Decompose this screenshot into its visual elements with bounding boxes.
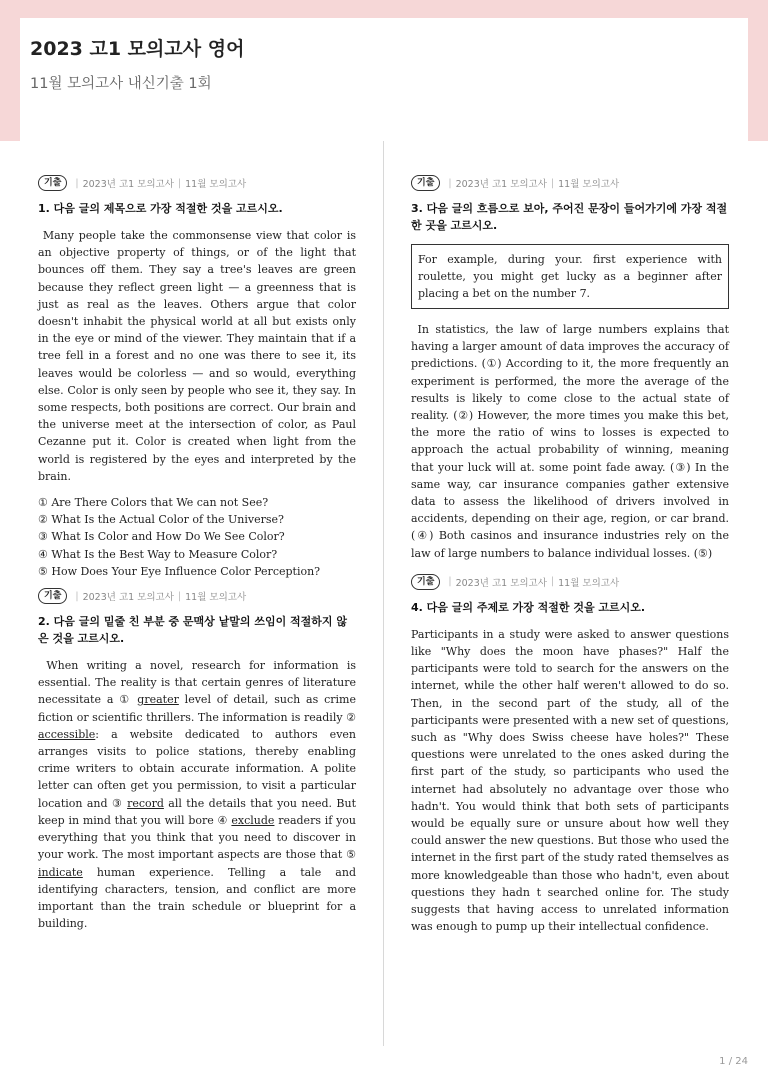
question-meta — [38, 588, 356, 604]
question-3-passage — [411, 321, 729, 562]
page-number: 1 / 24 — [719, 1056, 748, 1067]
question-2-title: 2. 다음 글의 밑줄 친 부분 중 문맥상 낱말의 쓰임이 적절하지 않은 것을 고르시오. — [38, 615, 347, 646]
passage-text: readers if you everything that you think that you need to discover in your work. The most important aspects are those that ⑤ — [38, 813, 357, 862]
meta-separator: | — [550, 177, 555, 189]
question-1-passage — [38, 227, 356, 485]
question-meta — [38, 175, 356, 191]
question-1-options — [38, 494, 356, 580]
source-badge: 기출 — [38, 175, 67, 191]
passage-text: all the details that you need. But keep in mind that you will bore ④ — [38, 796, 356, 827]
meta-separator: | — [177, 590, 182, 602]
meta-separator: | — [550, 576, 555, 588]
option-3: ③ What Is Color and How Do We See Color? — [38, 530, 285, 544]
meta-year: 2023년 고1 모의고사 — [455, 577, 547, 589]
passage-text: human experience. Telling a tale and identifying characters, tension, and conflict are more important than the train schedule or blueprint for a building. — [38, 865, 356, 931]
underlined-word-5: indicate — [38, 865, 83, 879]
meta-year: 2023년 고1 모의고사 — [82, 592, 174, 604]
question-4-passage: Participants in a study were asked to answer questions like "Why does the moon have phases?" Half the participants were told to search for the answers on the internet, while the other half weren't allowed to do so. Then, in the second part of the study, all of the participants were presented with a new set of questions, such as "Why does Swiss cheese have holes?" These questions were unrelated to the ones asked during the first part of the study, so participants who used the internet had absolutely no advantage over those who hadn't. You would think that both sets of participants would be equally sure or unsure about how well they could answer the new questions. But those who used the internet in the first part of the study rated themselves as more knowledgeable than those who hadn't, even about questions they hadn t searched online for. The study suggests that having access to unrelated information was enough to pump up their intellectual confidence. — [411, 627, 729, 934]
meta-separator: | — [448, 177, 452, 189]
underlined-word-3: record — [127, 796, 164, 810]
question-1-title: 1. 다음 글의 제목으로 가장 적절한 것을 고르시오. — [38, 202, 283, 215]
page-title: 2023 고1 모의고사 영어 — [30, 38, 245, 60]
question-meta — [411, 574, 729, 590]
meta-separator: | — [75, 590, 79, 602]
left-column — [38, 175, 356, 932]
passage-text: level of detail, such as crime fiction or scientific thrillers. The information is readily ② — [38, 693, 356, 724]
underlined-word-2: accessible — [38, 727, 96, 741]
question-2-passage — [38, 657, 356, 932]
column-divider — [383, 141, 384, 1046]
meta-month: 11월 모의고사 — [558, 577, 620, 589]
option-5: ⑤ How Does Your Eye Influence Color Perception? — [38, 564, 321, 578]
meta-month: 11월 모의고사 — [185, 179, 247, 190]
underlined-word-1: greater — [137, 693, 179, 707]
passage-text: : a website dedicated to authors even arranges visits to police stations, thereby enabling crime writers to obtain accurate information. A polite letter can often get you permission, to visit a particular location and ③ — [38, 727, 356, 810]
underlined-word-4: exclude — [231, 813, 275, 827]
passage-text: Many people take the commonsense view that color is an objective property of things, or of the light that bounces off them. They say a tree's leaves are green because they reflect green light — a greenness that is just as real as the leaves. Others argue that color doesn't inhabit the physical world at all but exists only in the eye or mind of the viewer. They maintain that if a tree fell in a forest and no one was there to see it, its leaves would be colorless — and so would, everything else. Color is only seen by people who see it, they say. In some respects, both positions are correct. Our brain and the universe meet at the intersection of color, as Paul Cezanne put it. Color is created when light from the world is registered by the eyes and interpreted by the brain. — [38, 229, 356, 483]
passage-text: When writing a novel, research for information is essential. The reality is that certain genres of literature necessitate a ① — [38, 659, 356, 707]
page-subtitle: 11월 모의고사 내신기출 1회 — [30, 76, 212, 92]
option-4: ④ What Is the Best Way to Measure Color? — [38, 547, 278, 561]
option-2: ② What Is the Actual Color of the Universe? — [38, 513, 284, 527]
meta-separator: | — [448, 576, 452, 588]
given-sentence-box: For example, during your. first experience with roulette, you might get lucky as a beginner after placing a bet on the number 7. — [411, 244, 729, 309]
meta-year: 2023년 고1 모의고사 — [82, 179, 174, 190]
source-badge: 기출 — [411, 175, 440, 191]
meta-year: 2023년 고1 모의고사 — [455, 179, 547, 190]
source-badge: 기출 — [411, 574, 440, 590]
meta-month: 11월 모의고사 — [185, 592, 247, 604]
source-badge: 기출 — [38, 588, 67, 604]
question-meta — [411, 175, 729, 191]
right-column — [411, 175, 729, 936]
meta-separator: | — [177, 177, 182, 189]
option-1: ① Are There Colors that We can not See? — [38, 496, 269, 510]
passage-text: In statistics, the law of large numbers explains that having a larger amount of data improves the accuracy of predictions. (①) According to it, the more frequently an experiment is performed, the more the average of the results is likely to come close to the actual state of reality. (②) However, the more times you make this bet, the more the ratio of wins to losses is expected to approach the actual probability of winning, meaning that your luck will at. some point fade away. (③) In the same way, car insurance companies gather extensive data to assess the likelihood of drivers involved in accidents, depending on their age, region, or car brand. (④) Both casinos and insurance industries rely on the law of large numbers to balance individual losses. (⑤) — [411, 323, 729, 560]
meta-separator: | — [75, 177, 79, 189]
meta-month: 11월 모의고사 — [558, 179, 620, 190]
question-3-title: 3. 다음 글의 흐름으로 보아, 주어진 문장이 들어가기에 가장 적절한 곳을 고르시오. — [411, 202, 728, 232]
question-4-title: 4. 다음 글의 주제로 가장 적절한 것을 고르시오. — [411, 600, 646, 614]
